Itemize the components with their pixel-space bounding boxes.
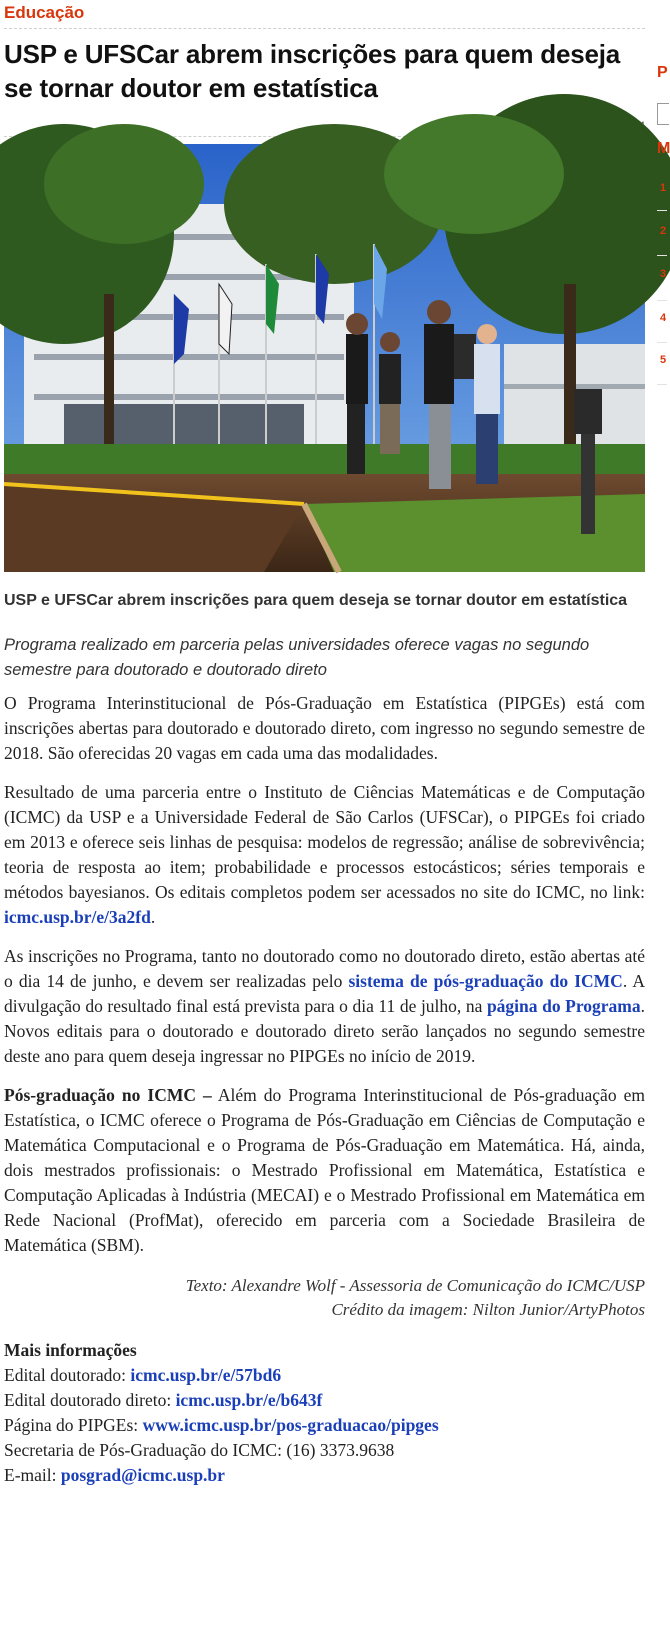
credits — [4, 1274, 645, 1322]
paragraph-end: . — [150, 907, 156, 927]
item-label: Secretaria de Pós-Graduação do ICMC: (16) 3373.9638 — [4, 1440, 395, 1460]
postgrad-system-link[interactable]: sistema de pós-graduação do ICMC — [348, 971, 623, 991]
list-item — [4, 1413, 645, 1438]
sidebar-rank-2[interactable]: 2 — [660, 225, 667, 237]
divider — [657, 384, 667, 385]
list-item — [4, 1463, 645, 1488]
sidebar-heading-2: M — [657, 140, 670, 157]
sidebar-rank-5[interactable]: 5 — [660, 354, 667, 366]
more-info-title: Mais informações — [4, 1340, 137, 1360]
edital-doutorado-link[interactable]: icmc.usp.br/e/57bd6 — [130, 1365, 282, 1385]
sidebar-rank-4[interactable]: 4 — [660, 312, 667, 324]
sidebar-fragment — [655, 0, 670, 420]
body-paragraph-2 — [4, 780, 645, 930]
body-paragraph-3 — [4, 944, 645, 1069]
lead-paragraph: Programa realizado em parceria pelas universidades oferece vagas no segundo semestre para doutorado e doutorado direto — [4, 636, 590, 679]
item-label: Página do PIPGEs: — [4, 1415, 143, 1435]
section-label[interactable]: Educação — [4, 0, 645, 29]
program-page-link[interactable]: página do Programa — [486, 996, 641, 1016]
more-info — [4, 1338, 645, 1488]
sidebar-rank-1[interactable]: 1 — [660, 182, 667, 194]
item-label: E-mail: — [4, 1465, 61, 1485]
sidebar-rank-3[interactable]: 3 — [660, 268, 667, 280]
divider — [657, 210, 667, 211]
sidebar-heading-1: P — [657, 64, 668, 81]
edital-link[interactable]: icmc.usp.br/e/3a2fd — [4, 907, 151, 927]
photo-caption: USP e UFSCar abrem inscrições para quem deseja se tornar doutor em estatística — [4, 592, 628, 609]
email-link[interactable]: posgrad@icmc.usp.br — [60, 1465, 225, 1485]
divider — [657, 300, 667, 301]
body-paragraph-4 — [4, 1083, 645, 1258]
list-item — [4, 1388, 645, 1413]
divider — [657, 255, 667, 256]
paragraph-text: Além do Programa Interinstitucional de Pós-graduação em Estatística, o ICMC oferece o Programa de Pós-Graduação em Ciências de Computação e Matemática Computacional e o Programa de Pós-Graduação em Matemática. Há, ainda, dois mestrados profissionais: o Mestrado Profissional em Matemática, Estatística e Computação Aplicadas à Indústria (MECAI) e o Mestrado Profissional em Matemática em Rede Nacional (ProfMat), oferecido em parceria com a Sociedade Brasileira de Matemática (SBM). — [4, 1085, 645, 1255]
divider — [657, 342, 667, 343]
paragraph-text: As inscrições no Programa, tanto no doutorado como no doutorado direto, estão abertas até o dia 14 de junho, e devem ser realizadas pelo — [4, 946, 645, 991]
item-label: Edital doutorado: — [4, 1365, 131, 1385]
item-label: Edital doutorado direto: — [4, 1390, 176, 1410]
headline: USP e UFSCar abrem inscrições para quem deseja se tornar doutor em estatística — [4, 39, 621, 103]
paragraph-text: . Novos editais para o doutorado e doutorado direto serão lançados no segundo semestre deste ano para quem deseja ingressar no PIPGEs no início de 2019. — [4, 996, 646, 1066]
list-item — [4, 1363, 645, 1388]
campus-photo — [4, 144, 645, 572]
image-credit: Crédito da imagem: Nilton Junior/ArtyPhotos — [331, 1300, 645, 1319]
pipges-page-link[interactable]: www.icmc.usp.br/pos-graduacao/pipges — [142, 1415, 439, 1435]
paragraph-text: . A divulgação do resultado final está prevista para o dia 11 de julho, na — [4, 971, 645, 1016]
list-item — [4, 1438, 645, 1463]
sidebar-input[interactable] — [657, 103, 669, 125]
paragraph-text: Resultado de uma parceria entre o Instituto de Ciências Matemáticas e de Computação (ICMC) da USP e a Universidade Federal de São Carlos (UFSCar), o PIPGEs foi criado em 2013 e oferece seis linhas de pesquisa: modelos de regressão; análise de sobrevivência; teoria de resposta ao item; probabilidade e processos estocásticos; séries temporais e métodos bayesianos. Os editais completos podem ser acessados no site do ICMC, no link: — [4, 782, 645, 902]
edital-doutorado-direto-link[interactable]: icmc.usp.br/e/b643f — [175, 1390, 323, 1410]
campus-photo-icon — [4, 144, 645, 572]
paragraph-bold-lead: Pós-graduação no ICMC – — [4, 1085, 212, 1105]
text-credit: Texto: Alexandre Wolf - Assessoria de Comunicação do ICMC/USP — [185, 1276, 645, 1295]
body-paragraph-1: O Programa Interinstitucional de Pós-Graduação em Estatística (PIPGEs) está com inscrições abertas para doutorado e doutorado direto, com ingresso no segundo semestre de 2018. São oferecidas 20 vagas em cada uma das modalidades. — [4, 693, 645, 763]
